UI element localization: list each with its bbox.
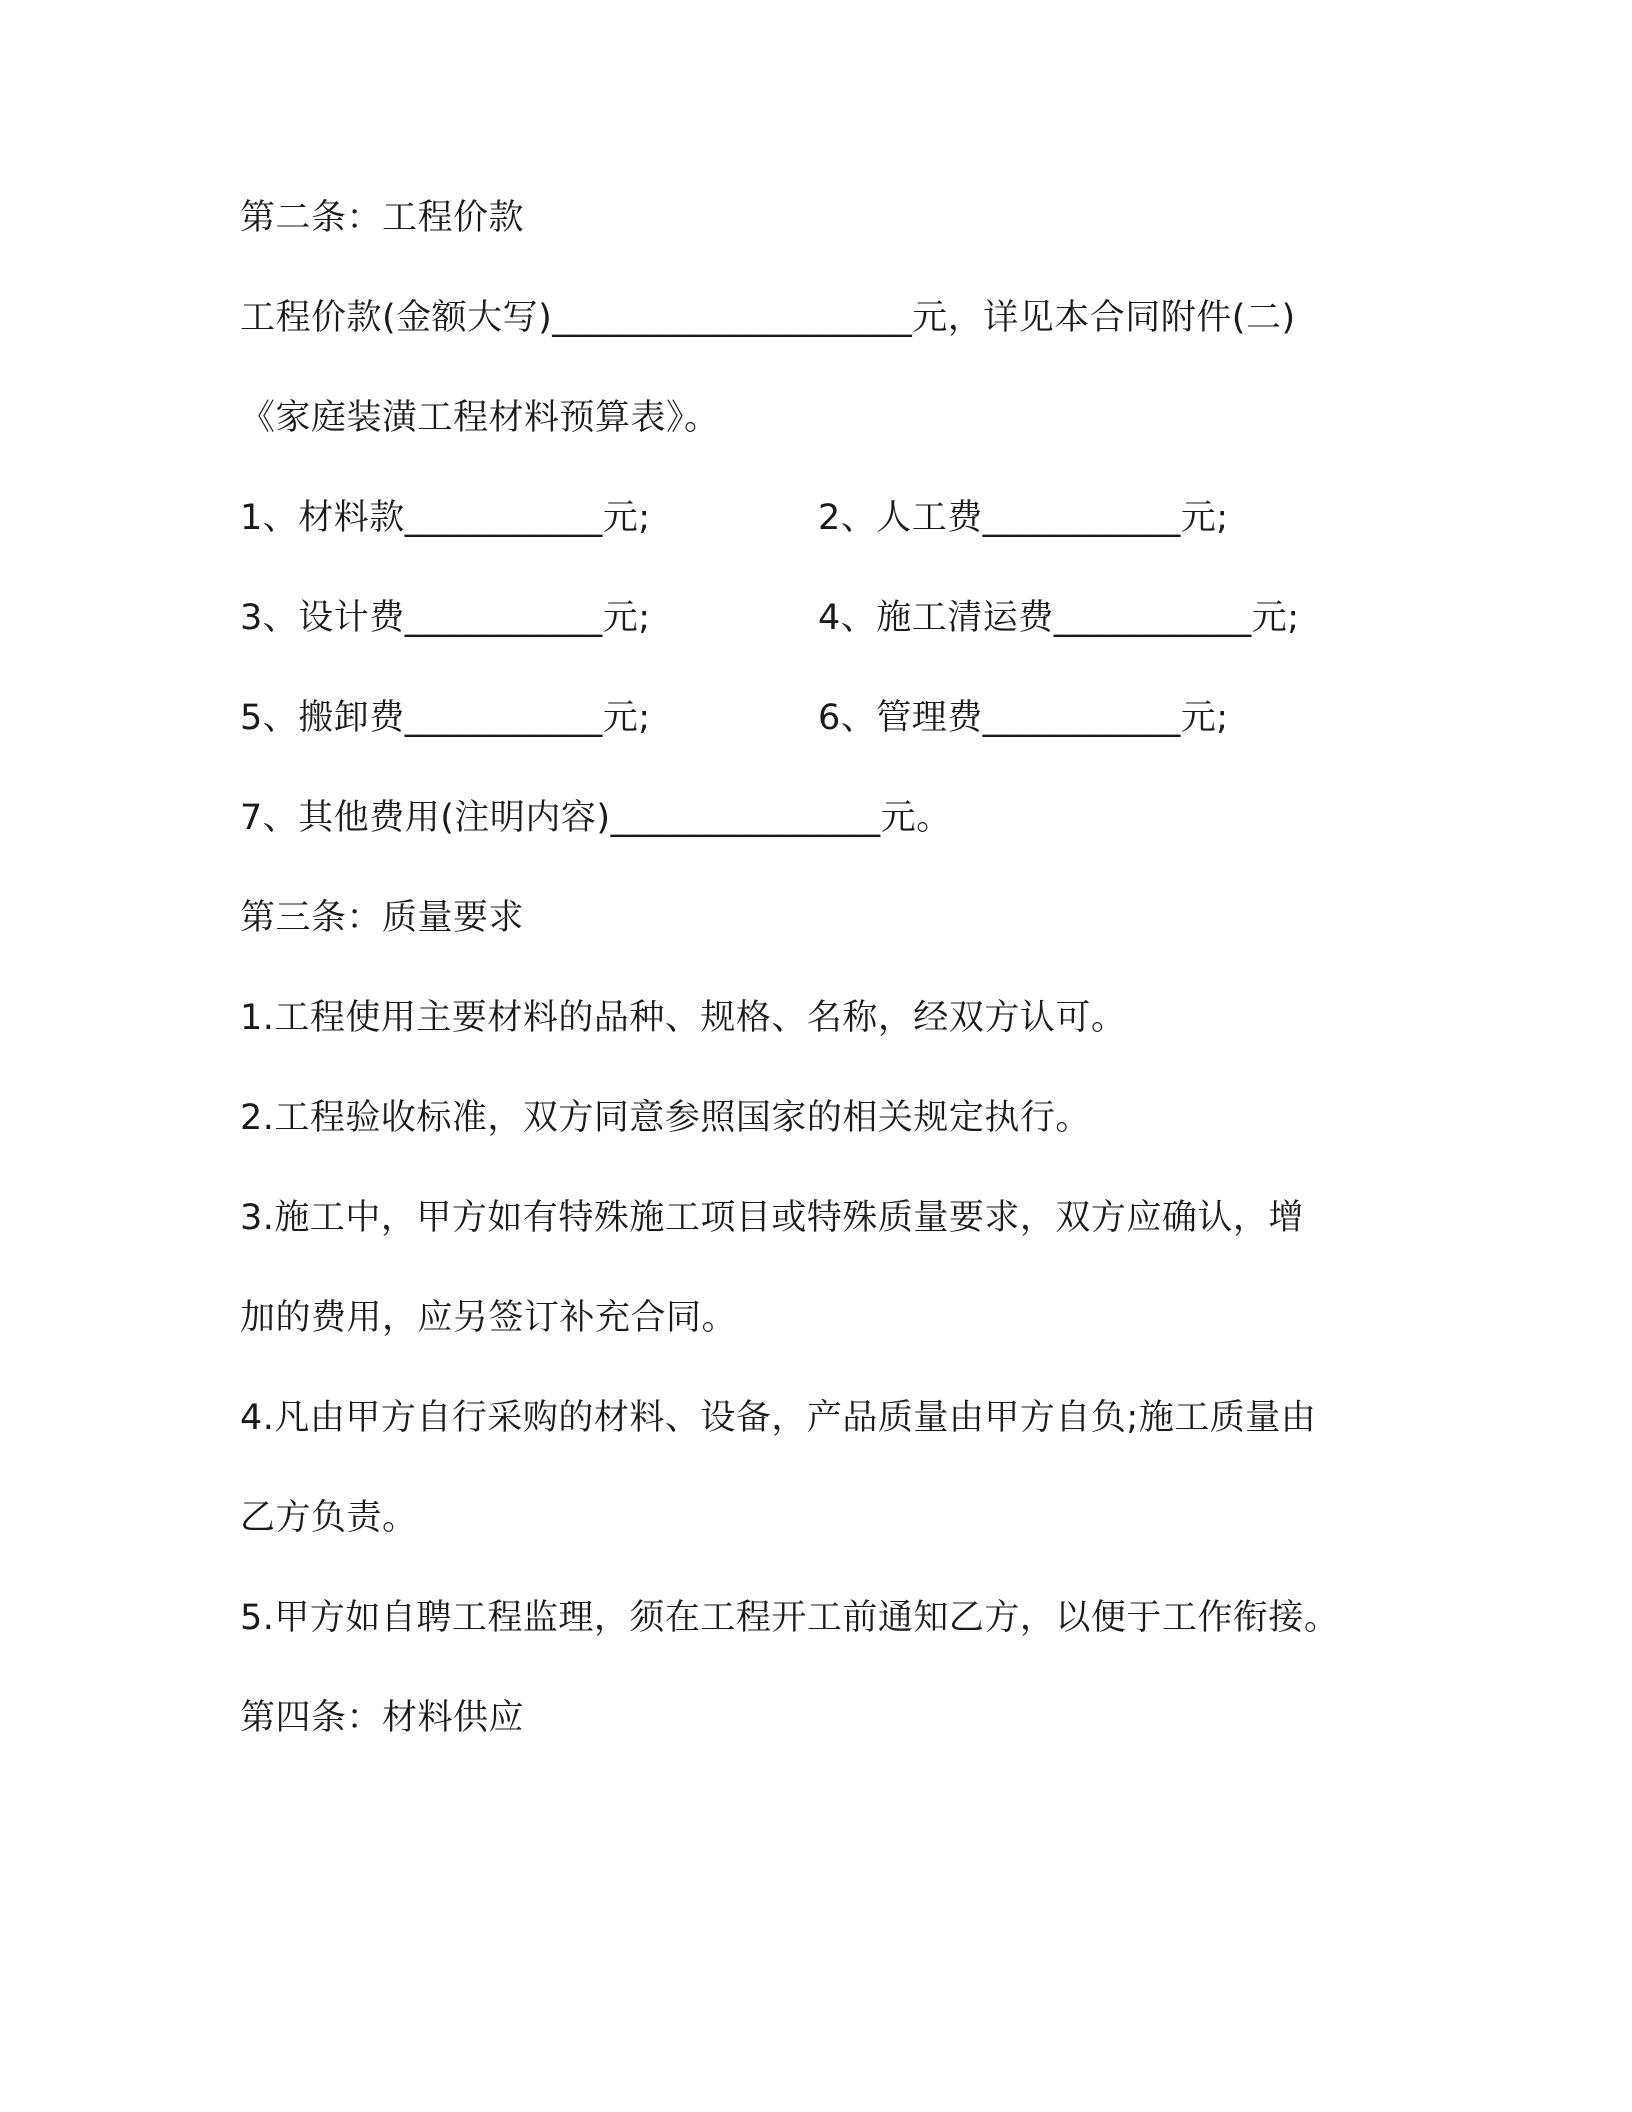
quality-item-2: 2.工程验收标准，双方同意参照国家的相关规定执行。 bbox=[240, 1098, 1091, 1138]
fee-cleanup: 4、施工清运费___________元; bbox=[818, 598, 1300, 638]
fee-row-1 bbox=[240, 496, 1440, 540]
article-4-heading: 第四条：材料供应 bbox=[240, 1698, 525, 1738]
quality-item-4: 4.凡由甲方自行采购的材料、设备，产品质量由甲方自负;施工质量由 bbox=[240, 1398, 1317, 1438]
article-2-heading: 第二条：工程价款 bbox=[240, 198, 525, 238]
fee-row-3 bbox=[240, 696, 1440, 740]
quality-item-3: 3.施工中，甲方如有特殊施工项目或特殊质量要求，双方应确认，增 bbox=[240, 1198, 1304, 1238]
price-line-continued: 《家庭装潢工程材料预算表》。 bbox=[240, 398, 720, 438]
fee-moving: 5、搬卸费___________元; bbox=[240, 698, 651, 738]
fee-row-2 bbox=[240, 596, 1440, 640]
price-line: 工程价款(金额大写)____________________元，详见本合同附件(二) bbox=[240, 298, 1296, 338]
article-3-heading: 第三条：质量要求 bbox=[240, 898, 525, 938]
quality-item-5: 5.甲方如自聘工程监理，须在工程开工前通知乙方，以便于工作衔接。 bbox=[240, 1598, 1340, 1638]
fee-other: 7、其他费用(注明内容)_______________元。 bbox=[240, 798, 952, 838]
fee-design: 3、设计费___________元; bbox=[240, 598, 651, 638]
quality-item-3-continued: 加的费用，应另签订补充合同。 bbox=[240, 1298, 738, 1338]
quality-item-1: 1.工程使用主要材料的品种、规格、名称，经双方认可。 bbox=[240, 998, 1127, 1038]
fee-management: 6、管理费___________元; bbox=[818, 698, 1229, 738]
quality-item-4-continued: 乙方负责。 bbox=[240, 1498, 418, 1538]
fee-material: 1、材料款___________元; bbox=[240, 498, 651, 538]
fee-labor: 2、人工费___________元; bbox=[818, 498, 1229, 538]
